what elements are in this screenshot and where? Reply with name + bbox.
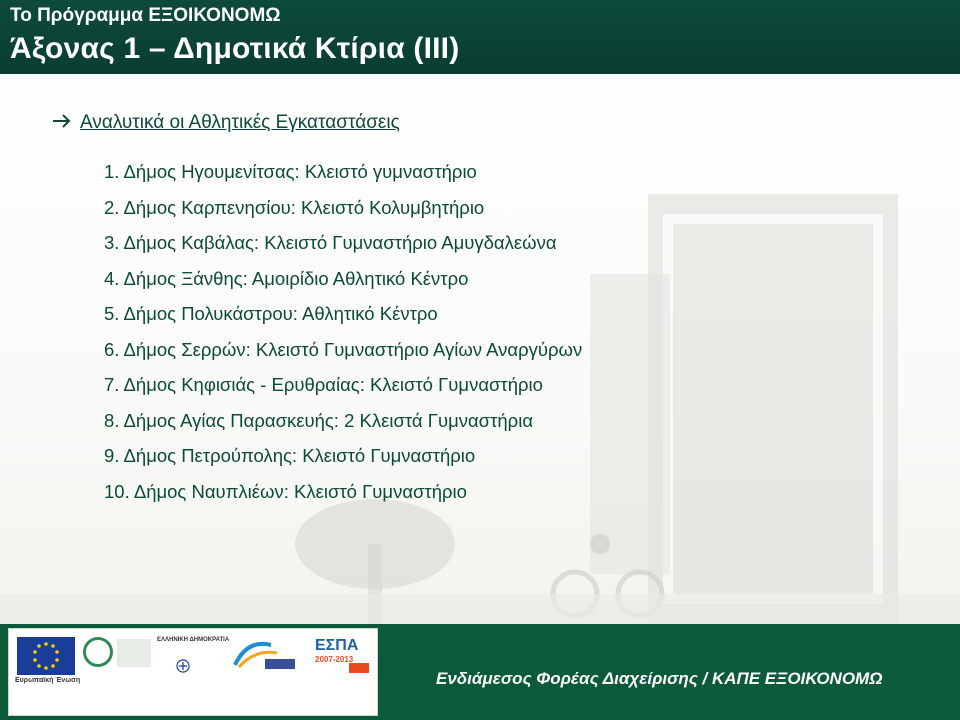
list-item: 9. Δήμος Πετρούπολης: Κλειστό Γυμναστήριο [104, 445, 476, 466]
right-arrow-icon [52, 113, 72, 133]
espa-logo [309, 635, 371, 675]
bg-ground [0, 594, 960, 624]
header-bar [0, 0, 960, 74]
espa-years: 2007-2013 [315, 655, 354, 664]
list-item: 10. Δήμος Ναυπλιέων: Κλειστό Γυμναστήριο [104, 480, 467, 502]
hellenic-emblem-icon [153, 659, 213, 674]
slide-title: Άξονας 1 – Δημοτικά Κτίρια (ΙΙΙ) [10, 32, 460, 65]
list-item: 7. Δήμος Κηφισιάς - Ερυθραίας: Κλειστό Γυμναστήριο [104, 374, 543, 395]
list-item: 8. Δήμος Αγίας Παρασκευής: 2 Κλειστά Γυμναστήρια [104, 409, 534, 431]
bg-cyclist-head [590, 534, 610, 554]
list-item: 3. Δήμος Καβάλας: Κλειστό Γυμναστήριο Αμυγδαλεώνα [104, 232, 557, 253]
section-subtitle: Αναλυτικά οι Αθλητικές Εγκαταστάσεις [80, 112, 400, 133]
list-item: 6. Δήμος Σερρών: Κλειστό Γυμναστήριο Αγίων Αναργύρων [104, 338, 583, 360]
ministry-logo-icon [117, 639, 151, 667]
list-item: 2. Δήμος Καρπενησίου: Κλειστό Κολυμβητήριο [104, 196, 485, 218]
epan-logo-icon [227, 635, 297, 675]
list-item: 5. Δήμος Πολυκάστρου: Αθλητικό Κέντρο [104, 303, 438, 324]
bg-building-back [590, 274, 670, 574]
program-title: Το Πρόγραμμα ΕΞΟΙΚΟΝΟΜΩ [10, 5, 281, 26]
list-item: 4. Δήμος Ξάνθης: Αμοιρίδιο Αθλητικό Κέντρο [104, 267, 469, 289]
bg-building-right [648, 194, 898, 624]
region-logo-icon [83, 637, 113, 667]
facilities-list [104, 160, 582, 515]
eu-flag-icon [17, 637, 75, 675]
list-item: 1. Δήμος Ηγουμενίτσας: Κλειστό γυμναστήριο [104, 161, 477, 182]
hellenic-republic-label: ΕΛΛΗΝΙΚΗ ΔΗΜΟΚΡΑΤΙΑ [157, 637, 230, 643]
eu-caption: Ευρωπαϊκή Ένωση [15, 677, 81, 684]
sponsor-logos [8, 628, 378, 716]
footer-agency-text: Ενδιάμεσος Φορέας Διαχείρισης / ΚΑΠΕ ΕΞΟΙΚΟΝΟΜΩ [436, 669, 883, 688]
espa-label: ΕΣΠΑ [315, 637, 359, 654]
subtitle-row [52, 112, 400, 134]
